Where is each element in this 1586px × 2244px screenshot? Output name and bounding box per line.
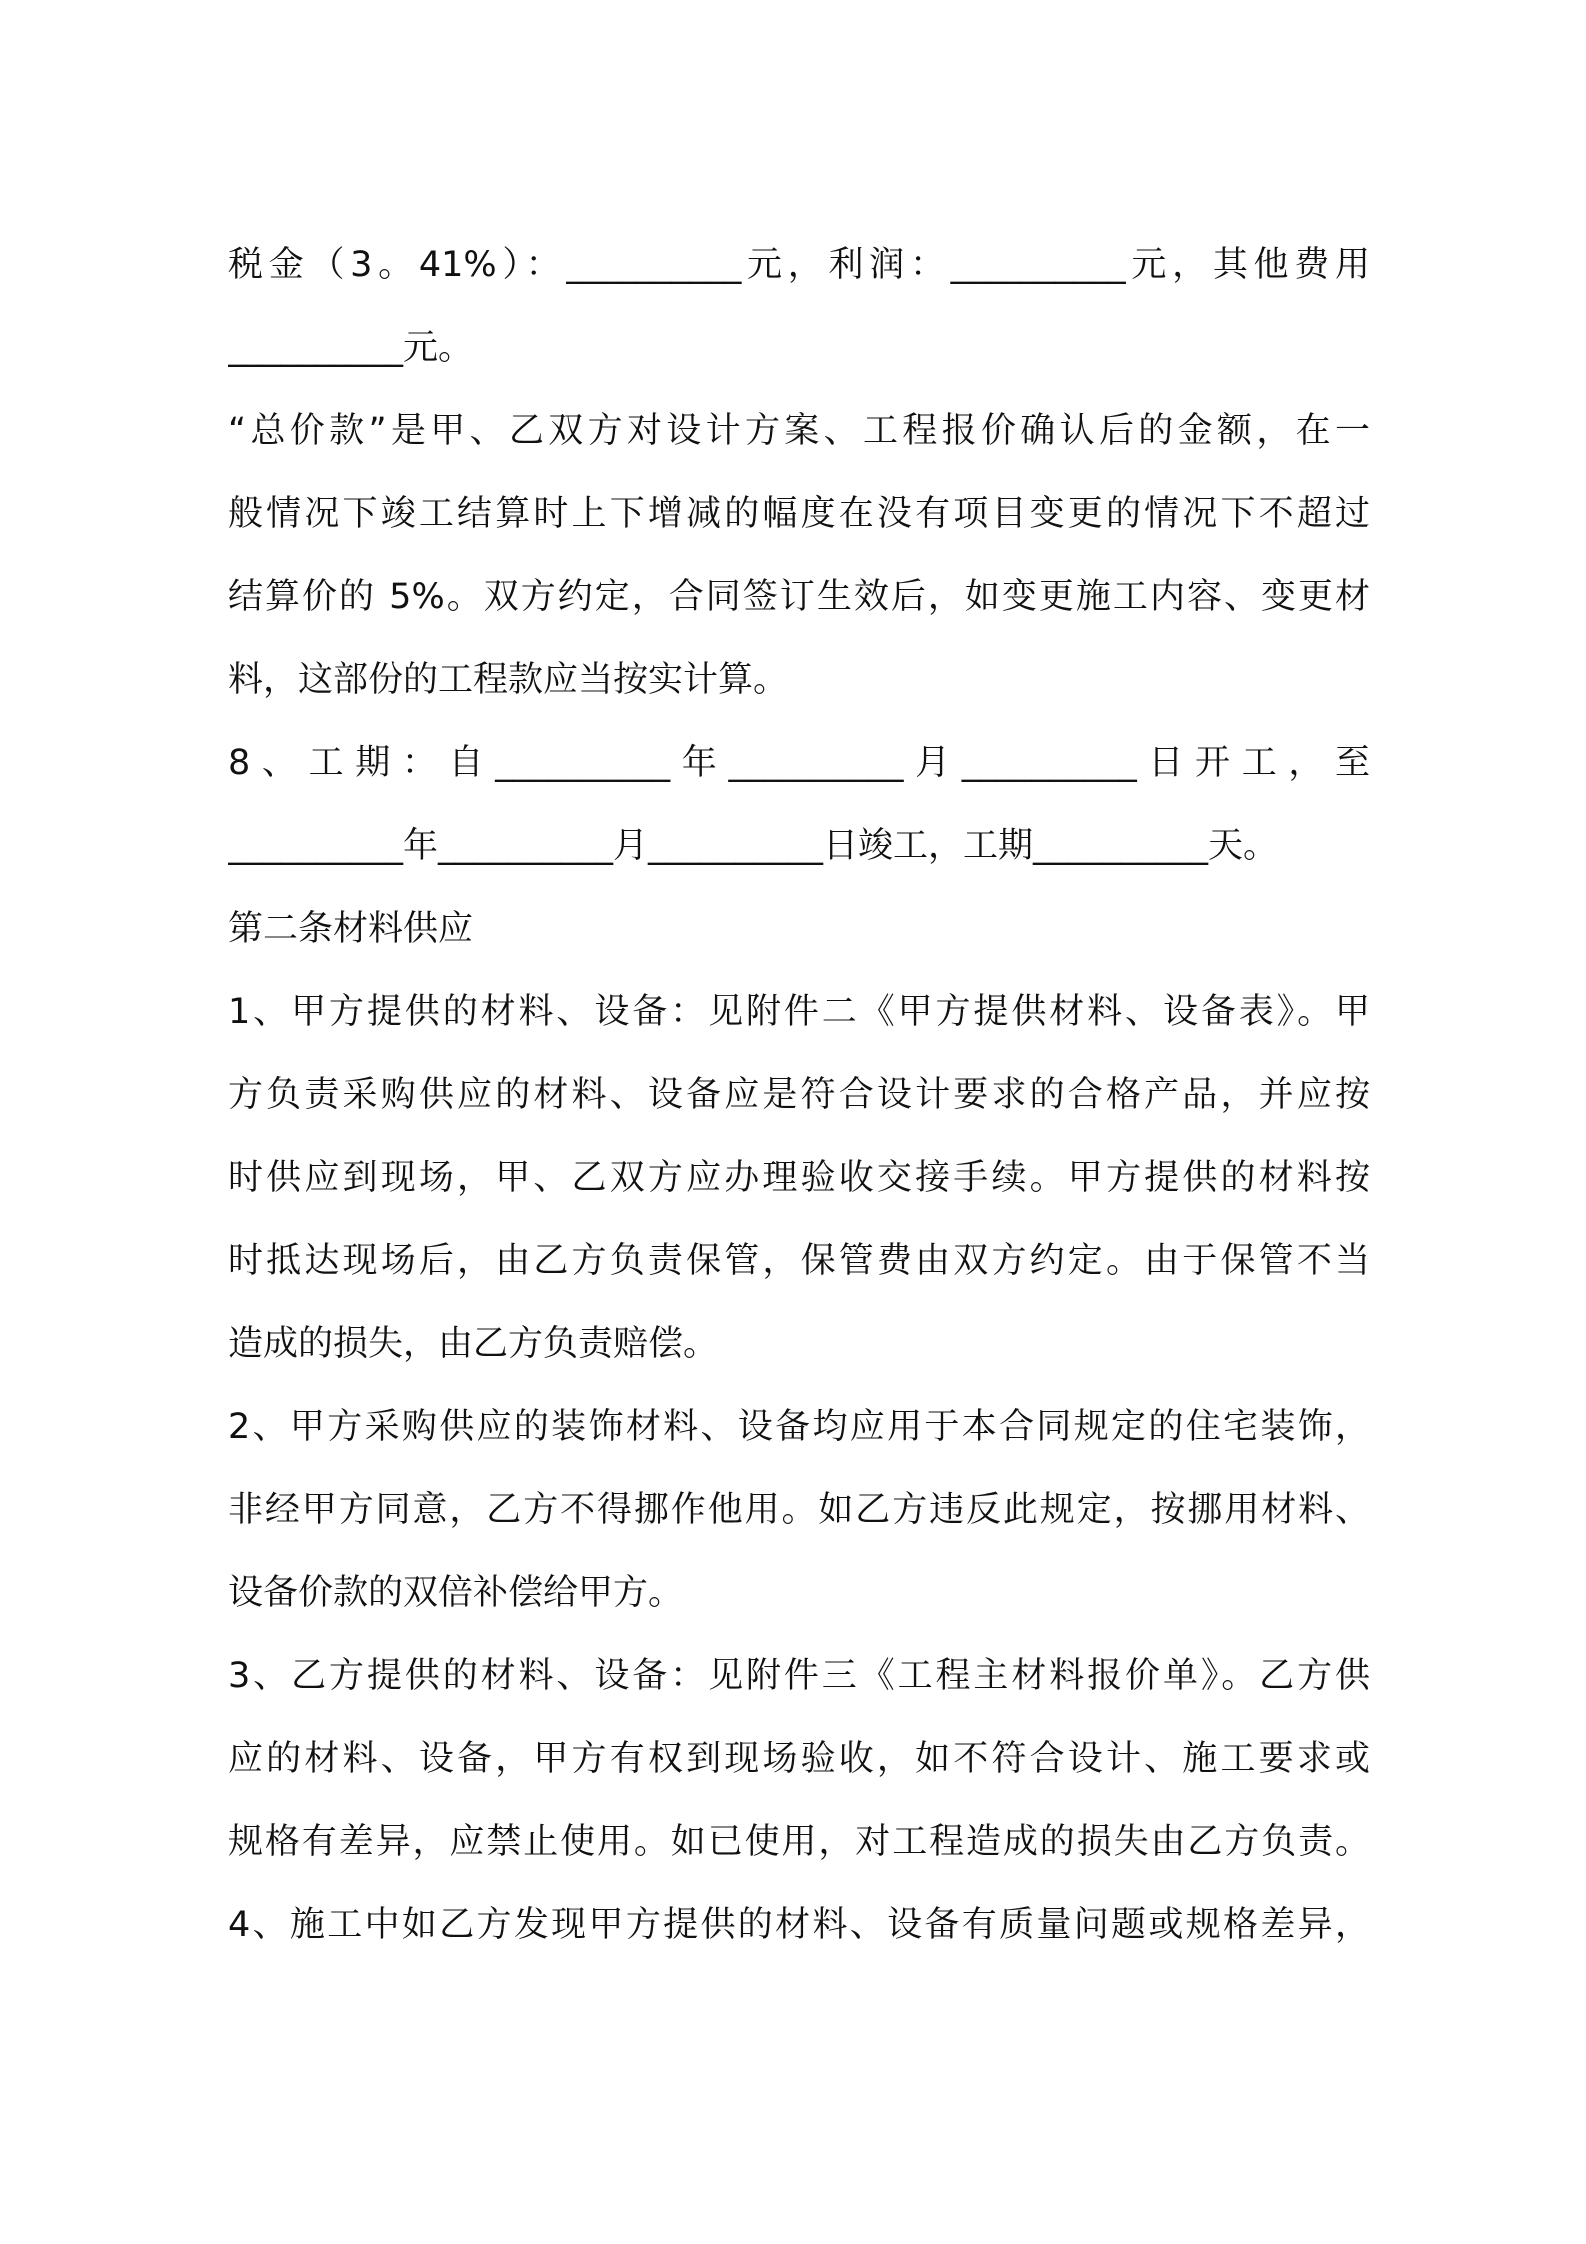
- text-line-18: 3、乙方提供的材料、设备：见附件三《工程主材料报价单》。乙方供: [228, 1656, 1370, 1696]
- text-line-14: 造成的损失，由乙方负责赔偿。: [228, 1324, 719, 1364]
- text-line-5: 结算价的 5%。双方约定，合同签订生效后，如变更施工内容、变更材: [228, 577, 1370, 617]
- text-line-4: 般情况下竣工结算时上下增减的幅度在没有项目变更的情况下不超过: [228, 494, 1370, 534]
- text-line-3: “总价款”是甲、乙双方对设计方案、工程报价确认后的金额，在一: [228, 411, 1370, 451]
- text-line-13: 时抵达现场后，由乙方负责保管，保管费由双方约定。由于保管不当: [228, 1241, 1370, 1281]
- text-line-2: __________元。: [228, 328, 474, 368]
- text-line-10: 1、甲方提供的材料、设备：见附件二《甲方提供材料、设备表》。甲: [228, 992, 1370, 1032]
- text-line-20: 规格有差异，应禁止使用。如已使用，对工程造成的损失由乙方负责。: [228, 1822, 1370, 1862]
- text-line-17: 设备价款的双倍补偿给甲方。: [228, 1573, 684, 1613]
- text-line-19: 应的材料、设备，甲方有权到现场验收，如不符合设计、施工要求或: [228, 1739, 1370, 1779]
- text-line-11: 方负责采购供应的材料、设备应是符合设计要求的合格产品，并应按: [228, 1075, 1370, 1115]
- text-line-12: 时供应到现场，甲、乙双方应办理验收交接手续。甲方提供的材料按: [228, 1158, 1370, 1198]
- text-line-16: 非经甲方同意，乙方不得挪作他用。如乙方违反此规定，按挪用材料、: [228, 1490, 1370, 1530]
- text-line-6: 料，这部份的工程款应当按实计算。: [228, 660, 789, 700]
- text-line-1: 税金（3。41%）：__________元，利润：__________元，其他费用: [228, 245, 1370, 285]
- section-heading: 第二条材料供应: [228, 909, 474, 949]
- text-line-21: 4、施工中如乙方发现甲方提供的材料、设备有质量问题或规格差异，: [228, 1905, 1370, 1945]
- text-line-15: 2、甲方采购供应的装饰材料、设备均应用于本合同规定的住宅装饰，: [228, 1407, 1370, 1447]
- text-line-8: __________年__________月__________日竣工，工期__________天。: [228, 826, 1279, 866]
- text-line-7: 8、工期：自__________年__________月__________日开工，至: [228, 743, 1370, 783]
